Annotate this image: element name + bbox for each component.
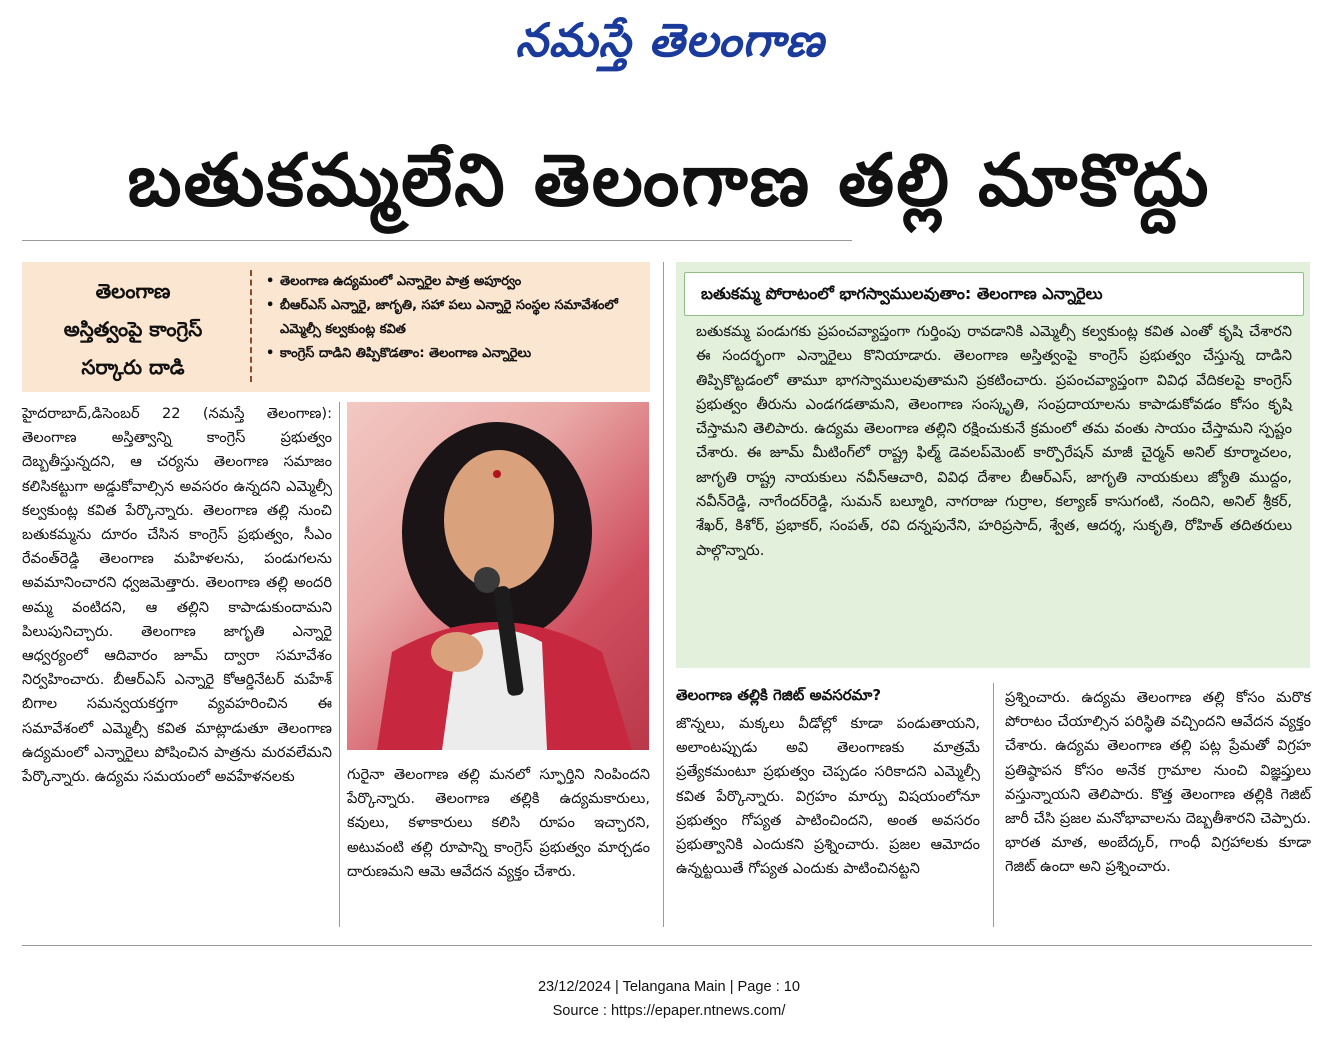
nri-reaction-box: [676, 262, 1310, 668]
bottom-rule: [22, 945, 1312, 946]
summary-title-line: సర్కారు దాడి: [81, 355, 185, 379]
summary-bullet: • బీఆర్ఎస్ ఎన్నారై, జాగృతి, సహా పలు ఎన్నారై సంస్థల సమావేశంలో ఎమ్మెల్సీ కల్వకుంట్ల కవిత: [266, 294, 648, 342]
summary-title-line: తెలంగాణ: [95, 279, 171, 303]
column-divider: [993, 683, 994, 927]
page-footer: [0, 975, 1338, 1023]
nri-reaction-heading: [684, 272, 1304, 316]
headline: బతుకమ్మలేని తెలంగాణ తల్లి మాకొద్దు: [127, 138, 1211, 222]
kavitha-speaking-photo: [347, 402, 649, 750]
article-column-left: హైదరాబాద్,డిసెంబర్ 22 (నమస్తే తెలంగాణ): తెలంగాణ అస్తిత్వాన్ని కాంగ్రెస్ ప్రభుత్వం దెబ్బతీస్తున్నదని, ఆ చర్యను తెలంగాణ సమాజం కలిసికట్టుగా అడ్డుకోవాల్సిన అవసరం ఉన్నదని ఎమ్మెల్సీ కల్వకుంట్ల కవిత పేర్కొన్నారు. తెలంగాణ తల్లి నుంచి బతుకమ్మను దూరం చేసిన కాంగ్రెస్ ప్రభుత్వం, సీఎం రేవంత్‌రెడ్డి తెలంగాణ మహిళలను, పండుగలను అవమానించారని ధ్వజమెత్తారు. తెలంగాణ తల్లి అందరి అమ్మ వంటిదని, ఆ తల్లిని కాపాడుకుందామని పిలుపునిచ్చారు. తెలంగాణ జాగృతి ఎన్నారై ఆధ్వర్యంలో ఆదివారం జూమ్ ద్వారా సమావేశం నిర్వహించారు. బీఆర్ఎస్ ఎన్నారై కోఆర్డినేటర్ మహేశ్ బిగాల సమన్వయకర్తగా వ్యవహరించిన ఈ సమావేశంలో ఎమ్మెల్సీ కవిత మాట్లాడుతూ తెలంగాణ ఉద్యమంలో ఎన్నారైలు పోషించిన పాత్రను మరవలేమని పేర్కొన్నారు. ఉద్యమ సమయంలో అవహేళనలకు: [22, 405, 332, 786]
newspaper-masthead: నమస్తే తెలంగాణ: [515, 13, 825, 67]
article-column-middle: గురైనా తెలంగాణ తల్లి మనలో స్ఫూర్తిని నింపిందని పేర్కొన్నారు. తెలంగాణ తల్లికి ఉద్యమకారులు, కవులు, కళాకారులు కలిసి రూపం ఇచ్చారని, అటువంటి తల్లి రూపాన్ని కాంగ్రెస్ ప్రభుత్వం మార్చడం దారుణమని ఆమె ఆవేదన వ్యక్తం చేశారు.: [347, 766, 650, 880]
column-divider: [663, 262, 664, 927]
summary-bullet: • కాంగ్రెస్ దాడిని తిప్పికొడతాం: తెలంగాణ ఎన్నారైలు: [266, 342, 648, 366]
nri-reaction-heading-text: బతుకమ్మ పోరాటంలో భాగస్వాములవుతాం: తెలంగాణ ఎన్నారైలు: [701, 284, 1103, 303]
article-column-c3: జొన్నలు, మక్కలు వీడోల్లో కూడా పండుతాయని, అలాంటప్పుడు అవి తెలంగాణకు మాత్రమే ప్రత్యేకమంటూ ప్రభుత్వం చెప్పడం సరికాదని ఎమ్మెల్సీ కవిత పేర్కొన్నారు. విగ్రహం మార్పు విషయంలోనూ ప్రభుత్వం గోప్యత పాటించిందని, అంత అవసరం ప్రభుత్వానికి ఎందుకని ప్రశ్నించారు. ప్రజల ఆమోదం ఉన్నట్టయితే గోప్యత ఎందుకు పాటించినట్టని: [676, 715, 980, 878]
column-divider: [339, 402, 340, 927]
summary-bullets: [266, 270, 648, 366]
summary-divider: [250, 270, 252, 382]
summary-title: [22, 272, 244, 386]
footer-source: Source : https://epaper.ntnews.com/: [552, 1003, 786, 1019]
portrait-illustration: [347, 402, 649, 750]
nri-reaction-text: బతుకమ్మ పండుగకు ప్రపంచవ్యాప్తంగా గుర్తింపు రావడానికి ఎమ్మెల్సీ కల్వకుంట్ల కవిత ఎంతో కృషి చేశారని ఈ సందర్భంగా ఎన్నారైలు కొనియాడారు. తెలంగాణ అస్తిత్వంపై కాంగ్రెస్ ప్రభుత్వం చేస్తున్న దాడిని తిప్పికొట్టడంలో తామూ భాగస్వాములవుతామని ప్రకటించారు. ప్రపంచవ్యాప్తంగా వివిధ వేదికలపై కాంగ్రెస్ ప్రభుత్వం తీరును ఎండగడతామని, తెలంగాణ సంస్కృతి, సంప్రదాయాలను కాపాడుకోవడం కోసం కృషి చేస్తామని తెలిపారు. ఉద్యమ తెలంగాణ తల్లిని రక్షించుకునే క్రమంలో తమ వంతు సాయం చేస్తామని స్పష్టం చేశారు. ఈ జూమ్ మీటింగ్‌లో రాష్ట్ర ఫిల్మ్ డెవలప్‌మెంట్ కార్పొరేషన్ మాజీ చైర్మన్ అనిల్ కూర్మాచలం, జాగృతి రాష్ట్ర నాయకులు నవీన్‌ఆచారి, వివిధ దేశాల బీఆర్ఎస్, జాగృతి నాయకులు జ్యోతి ముద్దం, నవీన్‌రెడ్డి, నాగేందర్‌రెడ్డి, సుమన్ బల్మూరి, నాగరాజు గుర్రాల, కల్యాణ్ కాసుగంటి, నందిని, అనిల్ శ్రీకర్, శేఖర్, కిశోర్, ప్రభాకర్, సంపత్, రవి దన్నపునేని, హరిప్రసాద్, శ్వేత, ఆదర్శ, సుకృతి, రోహిత్ తదితరులు పాల్గొన్నారు.: [696, 323, 1292, 559]
headline-rule: [22, 240, 852, 241]
summary-box: [22, 262, 650, 392]
article-column-c4: ప్రశ్నించారు. ఉద్యమ తెలంగాణ తల్లి కోసం మరొక పోరాటం చేయాల్సిన పరిస్థితి వచ్చిందని ఆవేదన వ్యక్తం చేశారు. ఉద్యమ తెలంగాణ తల్లి పట్ల ప్రేమతో విగ్రహ ప్రతిష్ఠాపన కోసం అనేక గ్రామాల నుంచి విజ్ఞప్తులు వస్తున్నాయని తెలిపారు. కొత్త తెలంగాణ తల్లికి గెజిట్ జారీ చేసి ప్రజల మనోభావాలను దెబ్బతీశారని చెప్పారు. భారత మాత, అంబేద్కర్, గాంధీ విగ్రహాలకు కూడా గెజిట్ ఉందా అని ప్రశ్నించారు.: [1005, 689, 1311, 876]
summary-title-line: అస్తిత్వంపై కాంగ్రెస్: [63, 317, 203, 341]
article-subheading: తెలంగాణ తల్లికి గెజిట్ అవసరమా?: [676, 686, 882, 704]
summary-bullet: • తెలంగాణ ఉద్యమంలో ఎన్నారైల పాత్ర అపూర్వం: [266, 270, 648, 294]
footer-date-page: 23/12/2024 | Telangana Main | Page : 10: [537, 979, 801, 995]
